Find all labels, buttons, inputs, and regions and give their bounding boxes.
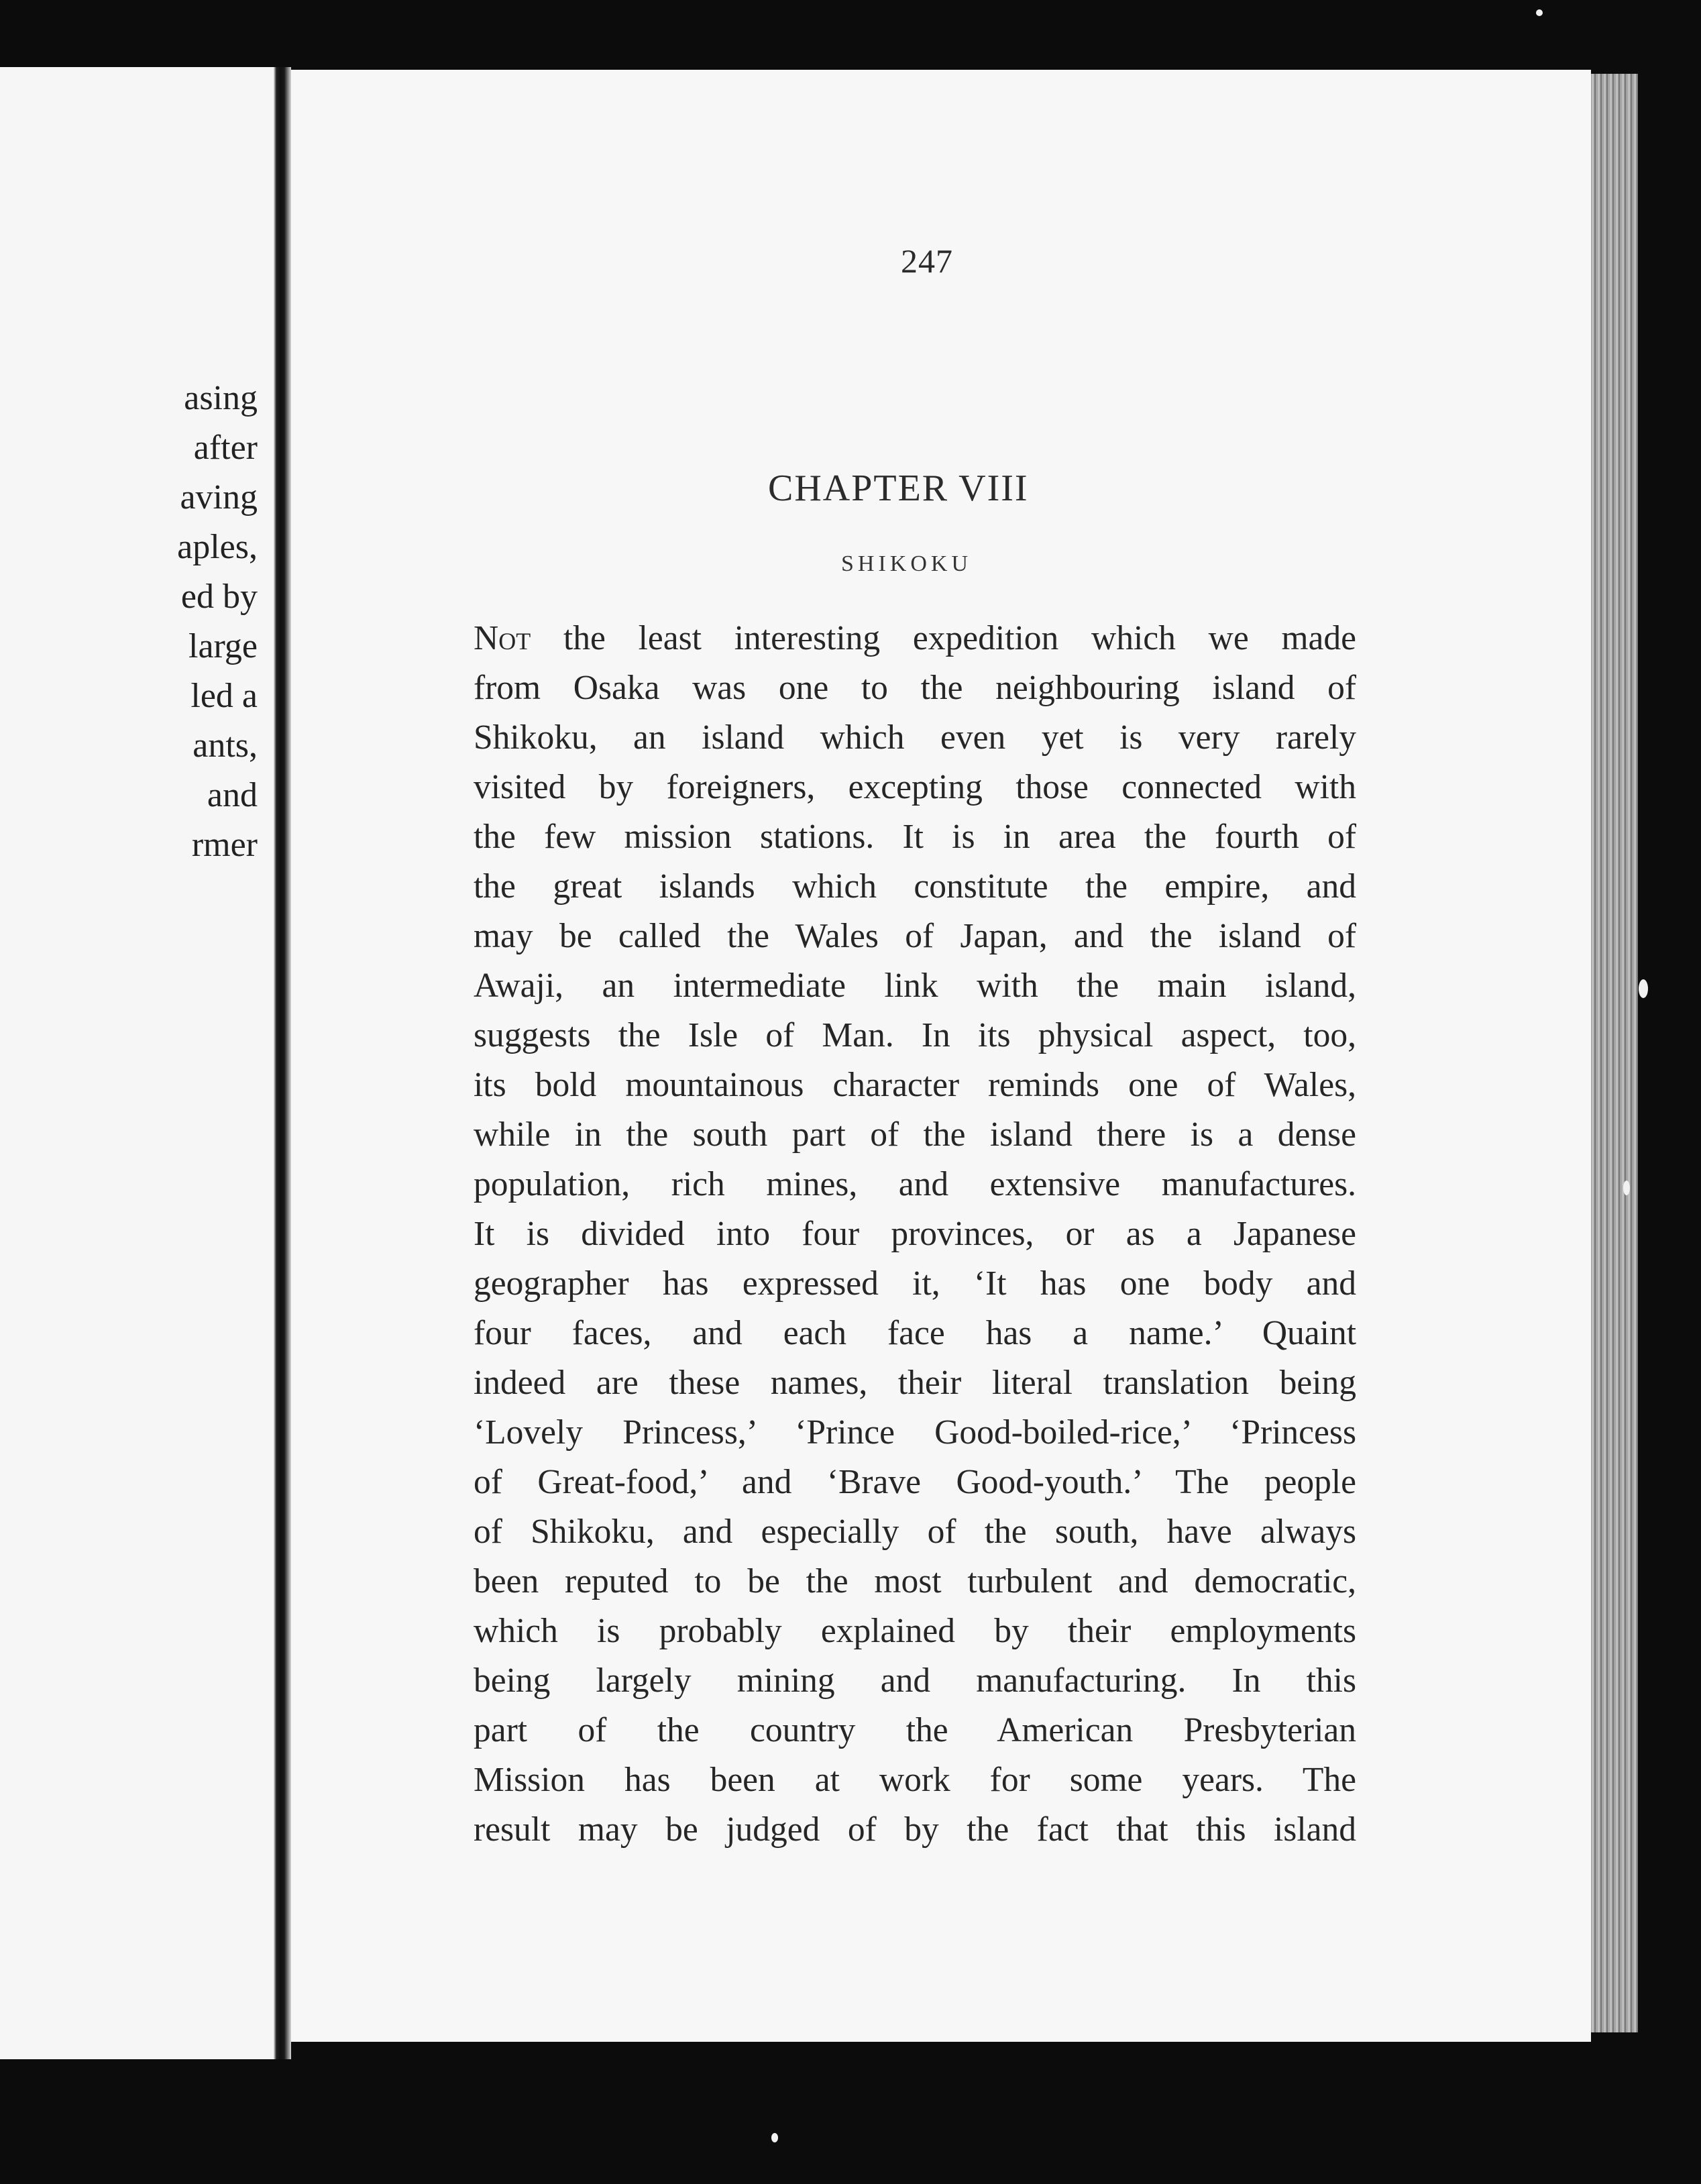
text-line: result may be judged of by the fact that this island <box>474 1810 1356 1849</box>
page-edges <box>1591 74 1638 2032</box>
text-line: suggests the Isle of Man. In its physical aspect, too, <box>474 1016 1356 1054</box>
scan-speck <box>1639 979 1648 998</box>
text-line: been reputed to be the most turbulent and democratic, <box>474 1562 1356 1600</box>
chapter-subtitle: SHIKOKU <box>841 551 972 576</box>
left-page-fragment: rmer <box>191 826 258 864</box>
chapter-title: CHAPTER VIII <box>768 468 1029 509</box>
text-line: while in the south part of the island there is a dense <box>474 1115 1356 1154</box>
small-caps-opening: Not <box>474 619 531 657</box>
text-line: from Osaka was one to the neighbouring island of <box>474 669 1356 707</box>
text-line: part of the country the American Presbyterian <box>474 1711 1356 1749</box>
text-line: of Shikoku, and especially of the south, have always <box>474 1513 1356 1551</box>
text-line: geographer has expressed it, ‘It has one body and <box>474 1264 1356 1303</box>
left-page-fragment: led a <box>190 677 258 715</box>
text-line: the great islands which constitute the empire, and <box>474 867 1356 906</box>
text-line: Shikoku, an island which even yet is very rarely <box>474 718 1356 757</box>
text-line: indeed are these names, their literal translation being <box>474 1364 1356 1402</box>
text-line: Awaji, an intermediate link with the main island, <box>474 967 1356 1005</box>
text-line: four faces, and each face has a name.’ Quaint <box>474 1314 1356 1352</box>
left-page-fragment: asing <box>184 379 258 417</box>
text-line: visited by foreigners, excepting those connected with <box>474 768 1356 806</box>
left-page-fragment: aples, <box>177 528 258 566</box>
text-line: the few mission stations. It is in area the fourth of <box>474 818 1356 856</box>
left-page-fragment: aving <box>180 478 258 516</box>
text-line: It is divided into four provinces, or as a Japanese <box>474 1215 1356 1253</box>
left-page-fragment: after <box>193 429 258 467</box>
scan-speck <box>1536 9 1543 16</box>
text-line: population, rich mines, and extensive manufactures. <box>474 1165 1356 1203</box>
text-line: may be called the Wales of Japan, and the island of <box>474 917 1356 955</box>
page-number: 247 <box>901 242 953 280</box>
text-line: of Great-food,’ and ‘Brave Good-youth.’ The people <box>474 1463 1356 1501</box>
book-gutter <box>274 67 291 2059</box>
previous-page <box>0 67 274 2059</box>
text-line: Mission has been at work for some years. The <box>474 1761 1356 1799</box>
text-line: its bold mountainous character reminds one of Wales, <box>474 1066 1356 1104</box>
scan-speck <box>1623 1181 1630 1195</box>
text-line: which is probably explained by their employments <box>474 1612 1356 1650</box>
text-line: being largely mining and manufacturing. In this <box>474 1661 1356 1700</box>
text-line: ‘Lovely Princess,’ ‘Prince Good-boiled-rice,’ ‘Princess <box>474 1413 1356 1452</box>
text-line: Not the least interesting expedition which we made <box>474 619 1356 657</box>
left-page-fragment: and <box>207 776 258 814</box>
scan-speck <box>771 2133 778 2142</box>
left-page-fragment: ed by <box>180 578 258 616</box>
left-page-fragment: large <box>188 627 258 665</box>
left-page-fragment: ants, <box>193 726 258 765</box>
